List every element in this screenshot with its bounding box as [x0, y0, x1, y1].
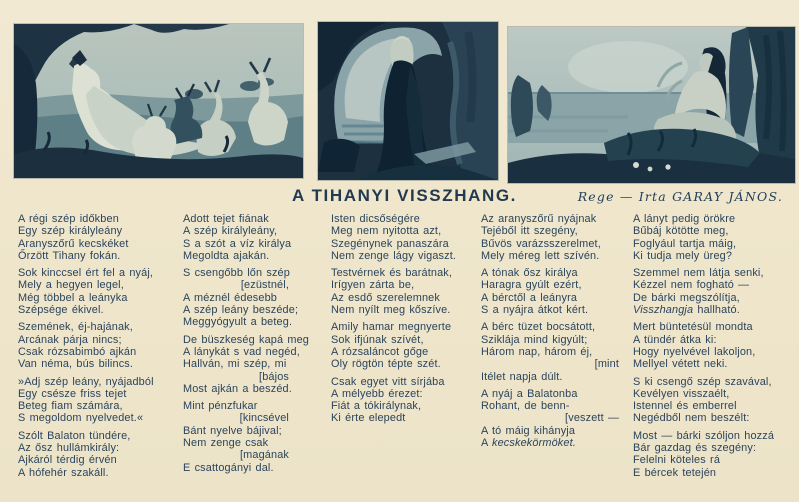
poem-byline: Rege — Irta GARAY JÁNOS.	[577, 189, 783, 204]
poem-line: A rózsaláncot gőge	[331, 345, 429, 358]
poem-stanza	[481, 388, 633, 449]
poem-line: Szemének, éj-hajának,	[18, 321, 133, 334]
poem-line: Nem nyílt meg kőszíve.	[331, 304, 451, 317]
poem-line: A méznél édesebb	[183, 291, 278, 304]
poem-stanza	[633, 321, 793, 370]
poem-line: Oly rögtön tépte szét.	[331, 358, 441, 371]
poem-line: Az esdő szerelemnek	[331, 291, 440, 304]
poem-stanza	[183, 334, 323, 395]
poem-stanza	[331, 213, 477, 262]
poem-line: Egy csésze friss tejet	[18, 387, 127, 400]
poem-line: Foglyául tartja máig,	[633, 237, 737, 250]
poem-line: Tejéből itt szegény,	[481, 225, 578, 238]
poem-line: Arcának párja nincs;	[18, 333, 122, 346]
poem-column	[633, 213, 793, 484]
poem-stanza	[481, 213, 633, 262]
poem-line: [bájos	[259, 370, 289, 383]
cave-maiden-illustration	[318, 22, 498, 180]
poem-line: Szegénynek panaszára	[331, 237, 449, 250]
poem-line: Mint pénzfukar	[183, 400, 258, 413]
poem-text	[0, 213, 799, 502]
poem-line: Adott tejet fiának	[183, 213, 269, 225]
poem-line: Felelni köteles rá	[633, 454, 721, 467]
poem-line: Őrzött Tihany fokán.	[18, 249, 121, 262]
poem-line: Három nap, három éj,	[481, 345, 593, 358]
poem-line: Sok ifjúnak szívét,	[331, 333, 424, 346]
poem-stanza	[633, 430, 793, 479]
poem-line: Bűvös varázsszerelmet,	[481, 237, 601, 250]
photo-maiden-over-lake	[508, 27, 795, 183]
poem-line: A szép királyleány,	[183, 225, 278, 238]
poem-stanza	[18, 376, 180, 425]
poem-line	[633, 304, 793, 316]
poem-stanza	[183, 213, 323, 262]
poem-line: Szemmel nem látja senki,	[633, 267, 764, 280]
poem-line: Ki érte elepedt	[331, 412, 406, 425]
poem-stanza	[183, 267, 323, 328]
poem-line: Irígyen zárta be,	[331, 279, 415, 292]
poem-line: Haragra gyúlt ezért,	[481, 279, 582, 292]
poem-stanza	[18, 213, 180, 262]
poem-line: Az ősz hullámkirály:	[18, 442, 120, 455]
photo-maiden-in-cave	[318, 22, 498, 180]
poem-line: Negédből nem beszélt:	[633, 412, 750, 425]
poem-line: Ki tudja mely üreg?	[633, 249, 733, 262]
lake-maiden-illustration	[508, 27, 795, 183]
poem-line: Ajkáról térdig érvén	[18, 454, 117, 467]
poem-line: A tó máig kihányja	[481, 424, 576, 437]
poem-line: Mellyel vétett neki.	[633, 358, 728, 371]
poem-line: A tündér átka ki:	[633, 333, 717, 346]
poem-line: A hófehér szakáll.	[18, 466, 109, 479]
poem-line: Itélet napja dúlt.	[481, 370, 563, 383]
poem-line: Sok kinccsel ért fel a nyáj,	[18, 267, 154, 280]
poem-line: E csattogányi dal.	[183, 461, 274, 474]
poem-stanza	[633, 213, 793, 262]
poem-stanza	[633, 267, 793, 316]
poem-line: Hallván, mi szép, mi	[183, 358, 287, 371]
poem-line: Szépsége ékivel.	[18, 304, 104, 317]
poem-line: De büszkeség kapá meg	[183, 333, 310, 346]
poem-line: Bűbáj kötötte meg,	[633, 225, 729, 238]
poem-line: A bérc tüzet bocsátott,	[481, 321, 596, 334]
title-bar	[0, 184, 799, 210]
poem-stanza	[183, 400, 323, 474]
poem-line: Testvérnek és barátnak,	[331, 267, 453, 280]
poem-line: Isten dicsőségére	[331, 213, 420, 225]
poem-italic-word: Visszhangja	[633, 304, 694, 317]
poem-line: S a szót a víz királya	[183, 237, 292, 250]
poem-column	[18, 213, 180, 484]
poem-line: Nem zenge lágy vigaszt.	[331, 249, 457, 262]
poem-line: Sziklája mind kigyúlt;	[481, 333, 588, 346]
poem-line: [mint	[594, 358, 619, 371]
poem-line: Mely méreg lett szívén.	[481, 249, 600, 262]
poem-line: De bárki megszólítja,	[633, 291, 740, 304]
poem-line: Nem zenge csak	[183, 437, 269, 450]
poem-line: Megoldta ajakán.	[183, 249, 270, 262]
poem-line: Van néma, bús bilincs.	[18, 358, 134, 371]
poem-line: [magának	[239, 449, 289, 462]
poem-line: E bércek tetején	[633, 466, 717, 479]
poem-line: A lánykát s vad negéd,	[183, 345, 300, 358]
poem-line: A mélyebb érezet:	[331, 387, 423, 400]
poem-stanza	[18, 267, 180, 316]
poem-line: S ki csengő szép szavával,	[633, 375, 772, 388]
poem-column	[481, 213, 633, 454]
poem-title: A TIHANYI VISSZHANG.	[292, 186, 517, 205]
poem-line: A régi szép időkben	[18, 213, 119, 225]
poem-line: Rohant, de benn-	[481, 400, 570, 413]
poem-line: Egy szép királyleány	[18, 225, 123, 238]
poem-line: [kincsével	[239, 412, 289, 425]
poem-line: Meg nem nyitotta azt,	[331, 225, 442, 238]
poem-word: A	[481, 437, 492, 450]
poem-line	[481, 437, 633, 449]
poem-line: A bérctől a leányra	[481, 291, 578, 304]
poem-line: Bánt nyelve bájival;	[183, 424, 282, 437]
poem-line: Kézzel nem fogható —	[633, 279, 750, 292]
poem-line: S a nyájra átkot kért.	[481, 304, 589, 317]
poem-line: Most — bárki szóljon hozzá	[633, 429, 775, 442]
poem-italic-word: kecskekörmöket.	[492, 437, 576, 450]
poem-line: Még többel a leányka	[18, 291, 128, 304]
poem-stanza	[633, 376, 793, 425]
poem-line: S megoldom nyelvedet.«	[18, 412, 144, 425]
poem-line: Csak egyet vitt sírjába	[331, 375, 445, 388]
poem-stanza	[331, 376, 477, 425]
poem-line: Istennel és emberrel	[633, 400, 737, 413]
poem-line: Szólt Balaton tündére,	[18, 429, 131, 442]
poem-line: Mely a hegyen legel,	[18, 279, 124, 292]
poem-stanza	[481, 267, 633, 316]
poem-line: A lányt pedig örökre	[633, 213, 736, 225]
poem-line: A szép leány beszéde;	[183, 304, 299, 317]
photo-princess-and-goats	[14, 24, 303, 178]
poem-line: Bár gazdag és szegény:	[633, 442, 757, 455]
poem-line: Mert büntetésül mondta	[633, 321, 753, 334]
poem-stanza	[18, 321, 180, 370]
poem-stanza	[331, 321, 477, 370]
poem-line: Csak rózsabimbó ajkán	[18, 345, 137, 358]
poem-column	[183, 213, 323, 479]
poem-line: »Adj szép leány, nyájadból	[18, 375, 154, 388]
poem-line: Fiát a tókirálynak,	[331, 400, 422, 413]
poem-line: [ezüstnél,	[240, 279, 289, 292]
poem-word: hallható.	[693, 304, 740, 317]
poem-line: A tónak ősz királya	[481, 267, 578, 280]
poem-line: Beteg fiam számára,	[18, 400, 123, 413]
poem-line: Most ajkán a beszéd.	[183, 382, 292, 395]
poem-column	[331, 213, 477, 430]
poem-line: [veszett —	[565, 412, 619, 425]
poem-line: Az aranyszőrű nyájnak	[481, 213, 597, 225]
poem-stanza	[18, 430, 180, 479]
poem-line: A nyáj a Balatonba	[481, 387, 578, 400]
poem-stanza	[481, 321, 633, 382]
poem-line: Aranyszőrű kecskéket	[18, 237, 129, 250]
poem-line: Amily hamar megnyerte	[331, 321, 452, 334]
poem-line: Hogy nyelvével lakoljon,	[633, 345, 756, 358]
princess-goats-illustration	[14, 24, 303, 178]
poem-line: Meggyógyult a beteg.	[183, 316, 293, 329]
poem-line: S csengőbb lőn szép	[183, 267, 290, 280]
poem-line: Kevélyen visszaélt,	[633, 387, 730, 400]
poem-stanza	[331, 267, 477, 316]
